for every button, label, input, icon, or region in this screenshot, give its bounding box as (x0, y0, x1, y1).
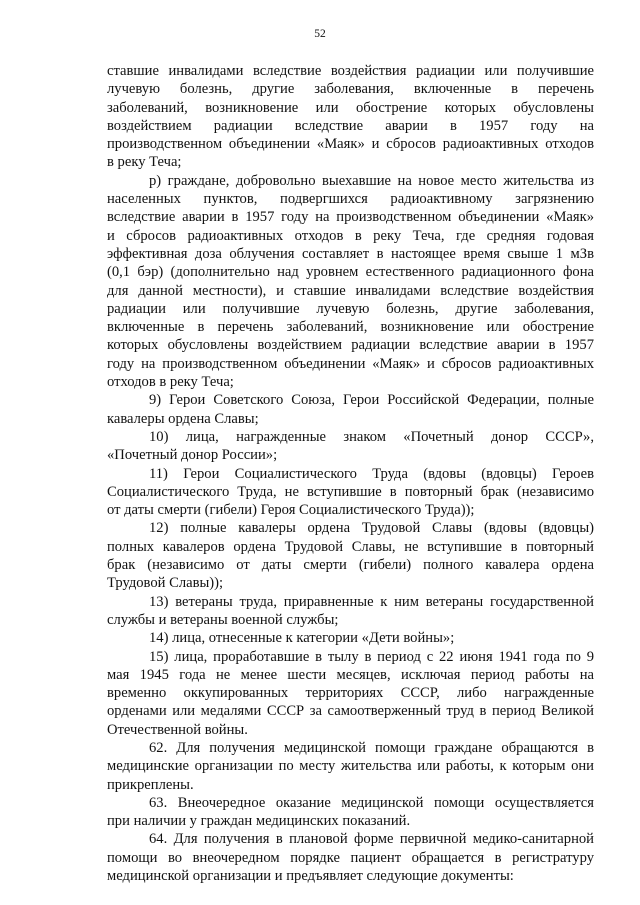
text-line: 10) лица, награжденные знаком «Почетный донор СССР», (149, 428, 594, 445)
text-line: включенные в перечень заболеваний, возникновение или обострение (107, 319, 594, 336)
text-line: производственном объединении «Маяк» и сбросов радиоактивных отходов (107, 136, 594, 153)
text-line: лучевую болезнь, другие заболевания, включенные в перечень (107, 81, 594, 98)
text-line: службы и ветераны военной службы; (107, 611, 339, 628)
text-line: Социалистического Труда, не вступившие в повторный брак (независимо (107, 483, 594, 500)
text-line: помощи во внеочередном порядке пациент обращается в регистратуру (107, 849, 594, 866)
text-line: прикреплены. (107, 776, 194, 793)
text-line: Трудовой Славы)); (107, 575, 224, 592)
text-line: медицинской организации и предъявляет следующие документы: (107, 868, 514, 885)
text-line: медицинские организации по месту жительства или работы, к которым они (107, 758, 594, 775)
text-line: 15) лица, проработавшие в тылу в период с 22 июня 1941 года по 9 (149, 648, 594, 665)
text-line: вследствие аварии в 1957 году на производственном объединении «Маяк» (107, 209, 594, 226)
text-line: орденами или медалями СССР за самоотверженный труд в период Великой (107, 703, 594, 720)
text-line: при наличии у граждан медицинских показаний. (107, 813, 411, 830)
text-line: временно оккупированных территориях СССР, либо награжденные (107, 685, 594, 702)
text-line: кавалеры ордена Славы; (107, 410, 259, 427)
text-line: эффективная доза облучения составляет в настоящее время свыше 1 мЗв (107, 245, 594, 262)
text-line: 13) ветераны труда, приравненные к ним ветераны государственной (149, 593, 594, 610)
text-line: 64. Для получения в плановой форме первичной медико-санитарной (149, 831, 594, 848)
text-line: (0,1 бэр) (дополнительно над уровнем естественного радиационного фона (107, 264, 594, 281)
text-line: брак (независимо от даты смерти (гибели) полного кавалера ордена (107, 557, 594, 574)
text-line: «Почетный донор России»; (107, 447, 278, 464)
text-line: от даты смерти (гибели) Героя Социалистического Труда)); (107, 502, 475, 519)
text-line: в реку Теча; (107, 154, 182, 171)
text-line: 11) Герои Социалистического Труда (вдовы (вдовцы) Героев (149, 465, 594, 482)
text-line: 9) Герои Советского Союза, Герои Российской Федерации, полные (149, 392, 594, 409)
text-line: заболеваний, возникновение или обострение которых обусловлены (107, 99, 594, 116)
text-line: отходов в реку Теча; (107, 374, 234, 391)
text-line: населенных пунктов, подвергшихся радиоактивному загрязнению (107, 191, 594, 208)
text-line: 63. Внеочередное оказание медицинской помощи осуществляется (149, 794, 594, 811)
text-line: 12) полные кавалеры ордена Трудовой Славы (вдовы (вдовцы) (149, 520, 594, 537)
text-line: р) граждане, добровольно выехавшие на новое место жительства из (149, 172, 594, 189)
text-line: ставшие инвалидами вследствие воздействия радиации или получившие (107, 63, 594, 79)
text-line: и сбросов радиоактивных отходов в реку Теча, где средняя годовая (107, 227, 594, 244)
text-line: году на производственном объединении «Маяк» и сбросов радиоактивных (107, 355, 594, 372)
page-number: 52 (314, 28, 326, 40)
text-line: мая 1945 года не менее шести месяцев, исключая период работы на (107, 666, 594, 683)
body-text (107, 62, 594, 885)
text-line: полных кавалеров ордена Трудовой Славы, не вступившие в повторный (107, 538, 594, 555)
text-line: 14) лица, отнесенные к категории «Дети войны»; (149, 630, 455, 647)
text-line: которых обусловлены воздействием радиации вследствие аварии в 1957 (107, 337, 594, 354)
text-line: воздействием радиации вследствие аварии в 1957 году на (107, 117, 594, 134)
text-line: Отечественной войны. (107, 721, 248, 738)
text-line: 62. Для получения медицинской помощи граждане обращаются в (149, 739, 594, 756)
text-line: для данной местности), и ставшие инвалидами вследствие воздействия (107, 282, 594, 299)
text-line: радиации или получившие лучевую болезнь, другие заболевания, (107, 300, 594, 317)
